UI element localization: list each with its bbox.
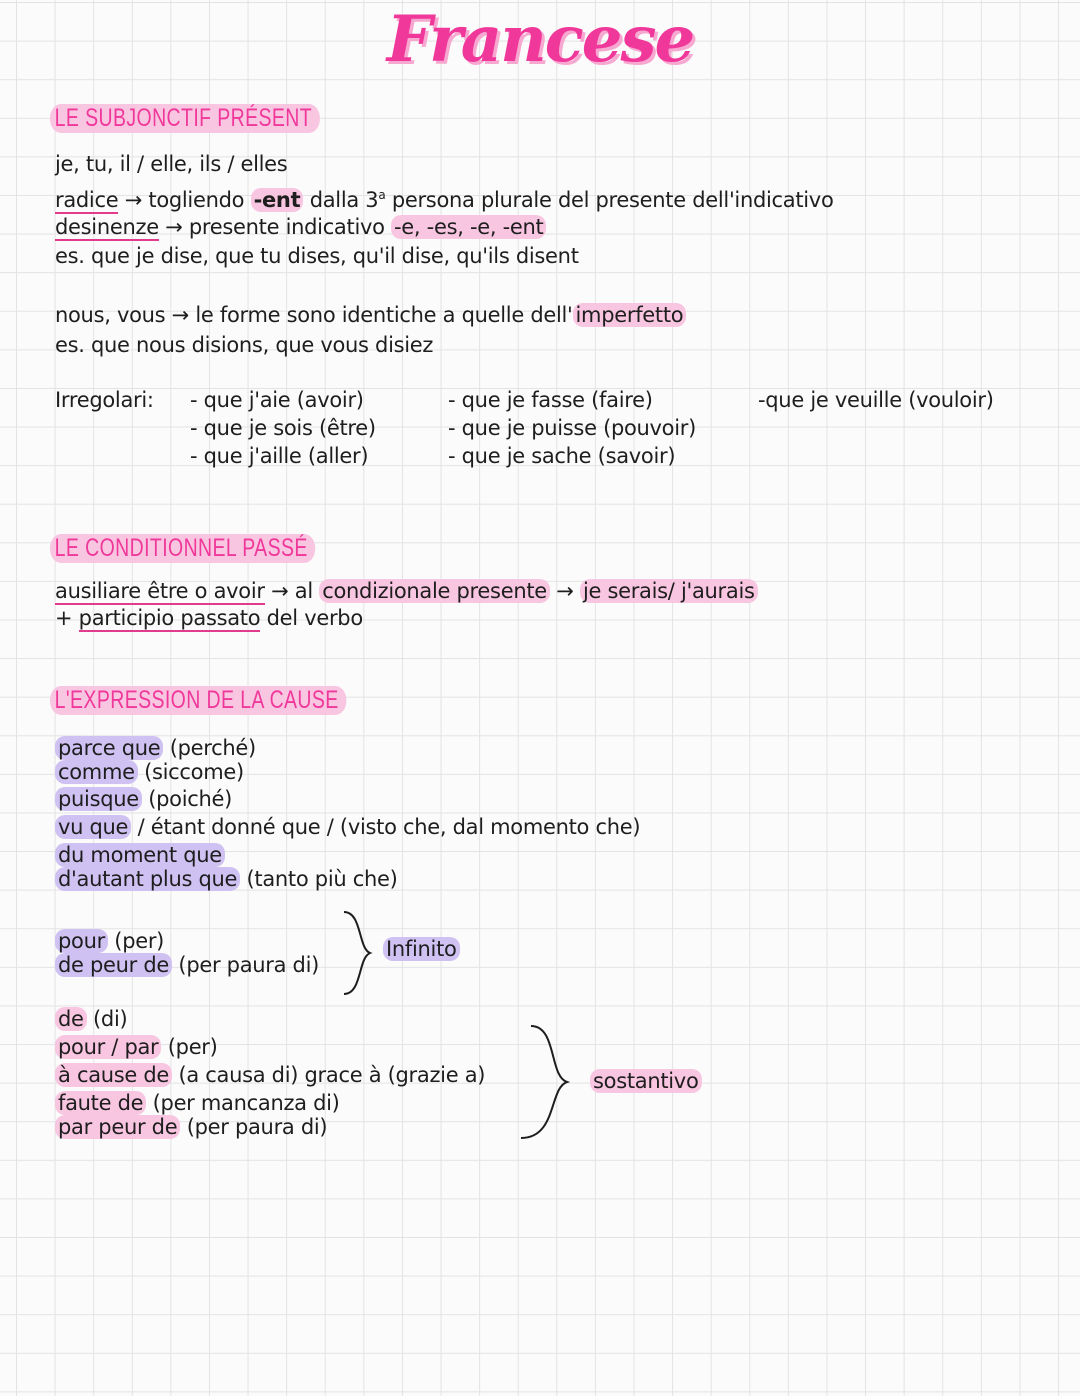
nous-vous-line bbox=[55, 302, 686, 329]
sostantivo-row bbox=[55, 1090, 340, 1117]
irregular-item: - que je sache (savoir) bbox=[448, 444, 676, 468]
cause-term: faute de bbox=[55, 1091, 146, 1115]
cause-gloss: (a causa di) grace à (grazie a) bbox=[172, 1063, 486, 1087]
sostantivo-brace bbox=[515, 1022, 585, 1144]
serais-highlight: je serais/ j'aurais bbox=[580, 579, 758, 603]
infinito-label bbox=[383, 936, 460, 963]
cause-row bbox=[55, 759, 244, 786]
pronouns-line: je, tu, il / elle, ils / elles bbox=[55, 152, 288, 176]
cause-term: à cause de bbox=[55, 1063, 172, 1087]
cause-gloss: (per) bbox=[161, 1035, 218, 1059]
cause-gloss: (tanto più che) bbox=[240, 867, 398, 891]
example-line-2: es. que nous disions, que vous disiez bbox=[55, 333, 434, 357]
cause-term: vu que bbox=[55, 815, 131, 839]
cause-gloss: (per) bbox=[107, 929, 165, 953]
ausiliare-underlined: ausiliare être o avoir bbox=[55, 579, 265, 603]
irregular-item: - que je puisse (pouvoir) bbox=[448, 416, 696, 440]
radice-text-2: dalla 3 bbox=[303, 188, 379, 212]
infinito-text: Infinito bbox=[383, 937, 460, 961]
radice-line bbox=[55, 182, 834, 214]
desinenze-endings: -e, -es, -e, -ent bbox=[391, 215, 546, 239]
cause-term: puisque bbox=[55, 787, 142, 811]
page-title: Francese bbox=[386, 2, 694, 77]
infinito-row bbox=[55, 928, 164, 955]
cause-term: de bbox=[55, 1007, 87, 1031]
cause-gloss: (per mancanza di) bbox=[146, 1091, 340, 1115]
nous-text: nous, vous → le forme sono identiche a quelle dell' bbox=[55, 303, 573, 327]
ausiliare-arrow: → bbox=[549, 579, 580, 603]
cause-term: par peur de bbox=[55, 1115, 180, 1139]
participio-underlined: participio passato bbox=[78, 606, 261, 630]
participio-line bbox=[55, 605, 363, 632]
cause-gloss: (di) bbox=[86, 1007, 128, 1031]
cause-gloss: / étant donné que / (visto che, dal momento che) bbox=[131, 815, 641, 839]
irregular-item: -que je veuille (vouloir) bbox=[758, 388, 994, 412]
cause-gloss: (per paura di) bbox=[172, 953, 320, 977]
heading-cause: L'EXPRESSION DE LA CAUSE bbox=[50, 686, 346, 715]
radice-label: radice bbox=[55, 188, 119, 212]
cause-term: d'autant plus que bbox=[55, 867, 240, 891]
heading-subjonctif: LE SUBJONCTIF PRÉSENT bbox=[50, 104, 320, 133]
radice-text: → togliendo bbox=[118, 188, 251, 212]
cause-term: pour bbox=[55, 929, 108, 953]
cause-term: parce que bbox=[55, 736, 163, 760]
irregular-item: - que je fasse (faire) bbox=[448, 388, 653, 412]
sostantivo-label bbox=[590, 1068, 702, 1095]
desinenze-text: → presente indicativo bbox=[158, 215, 392, 239]
radice-ent: -ent bbox=[251, 188, 304, 212]
irregolari-label: Irregolari: bbox=[55, 388, 154, 412]
sostantivo-row bbox=[55, 1034, 218, 1061]
example-line-1: es. que je dise, que tu dises, qu'il dise, qu'ils disent bbox=[55, 244, 579, 268]
cause-row bbox=[55, 786, 232, 813]
cause-gloss: (perché) bbox=[163, 736, 256, 760]
participio-text: del verbo bbox=[260, 606, 363, 630]
cause-row bbox=[55, 866, 398, 893]
cause-gloss: (per paura di) bbox=[180, 1115, 328, 1139]
sostantivo-row bbox=[55, 1006, 127, 1033]
heading-conditionnel: LE CONDITIONNEL PASSÉ bbox=[50, 534, 316, 563]
radice-text-3: persona plurale del presente dell'indicativo bbox=[385, 188, 834, 212]
radice-sup: a bbox=[378, 188, 386, 202]
irregular-item: - que j'aille (aller) bbox=[190, 444, 369, 468]
ausiliare-text: → al bbox=[264, 579, 320, 603]
ausiliare-line bbox=[55, 578, 758, 605]
cause-row bbox=[55, 842, 225, 869]
condizionale-highlight: condizionale presente bbox=[319, 579, 550, 603]
cause-term: comme bbox=[55, 760, 138, 784]
cause-row bbox=[55, 735, 256, 762]
nous-highlight: imperfetto bbox=[573, 303, 687, 327]
cause-term: du moment que bbox=[55, 843, 225, 867]
desinenze-label: desinenze bbox=[55, 215, 159, 239]
sostantivo-row bbox=[55, 1114, 327, 1141]
irregular-item: - que je sois (être) bbox=[190, 416, 376, 440]
cause-row bbox=[55, 814, 640, 841]
plus-sign: + bbox=[55, 606, 79, 630]
cause-gloss: (siccome) bbox=[137, 760, 244, 784]
sostantivo-text: sostantivo bbox=[590, 1069, 702, 1093]
cause-gloss: (poiché) bbox=[141, 787, 233, 811]
infinito-brace bbox=[336, 908, 376, 998]
cause-term: de peur de bbox=[55, 953, 172, 977]
cause-term: pour / par bbox=[55, 1035, 161, 1059]
sostantivo-row bbox=[55, 1062, 485, 1089]
desinenze-line bbox=[55, 214, 546, 241]
irregular-item: - que j'aie (avoir) bbox=[190, 388, 364, 412]
infinito-row bbox=[55, 952, 319, 979]
